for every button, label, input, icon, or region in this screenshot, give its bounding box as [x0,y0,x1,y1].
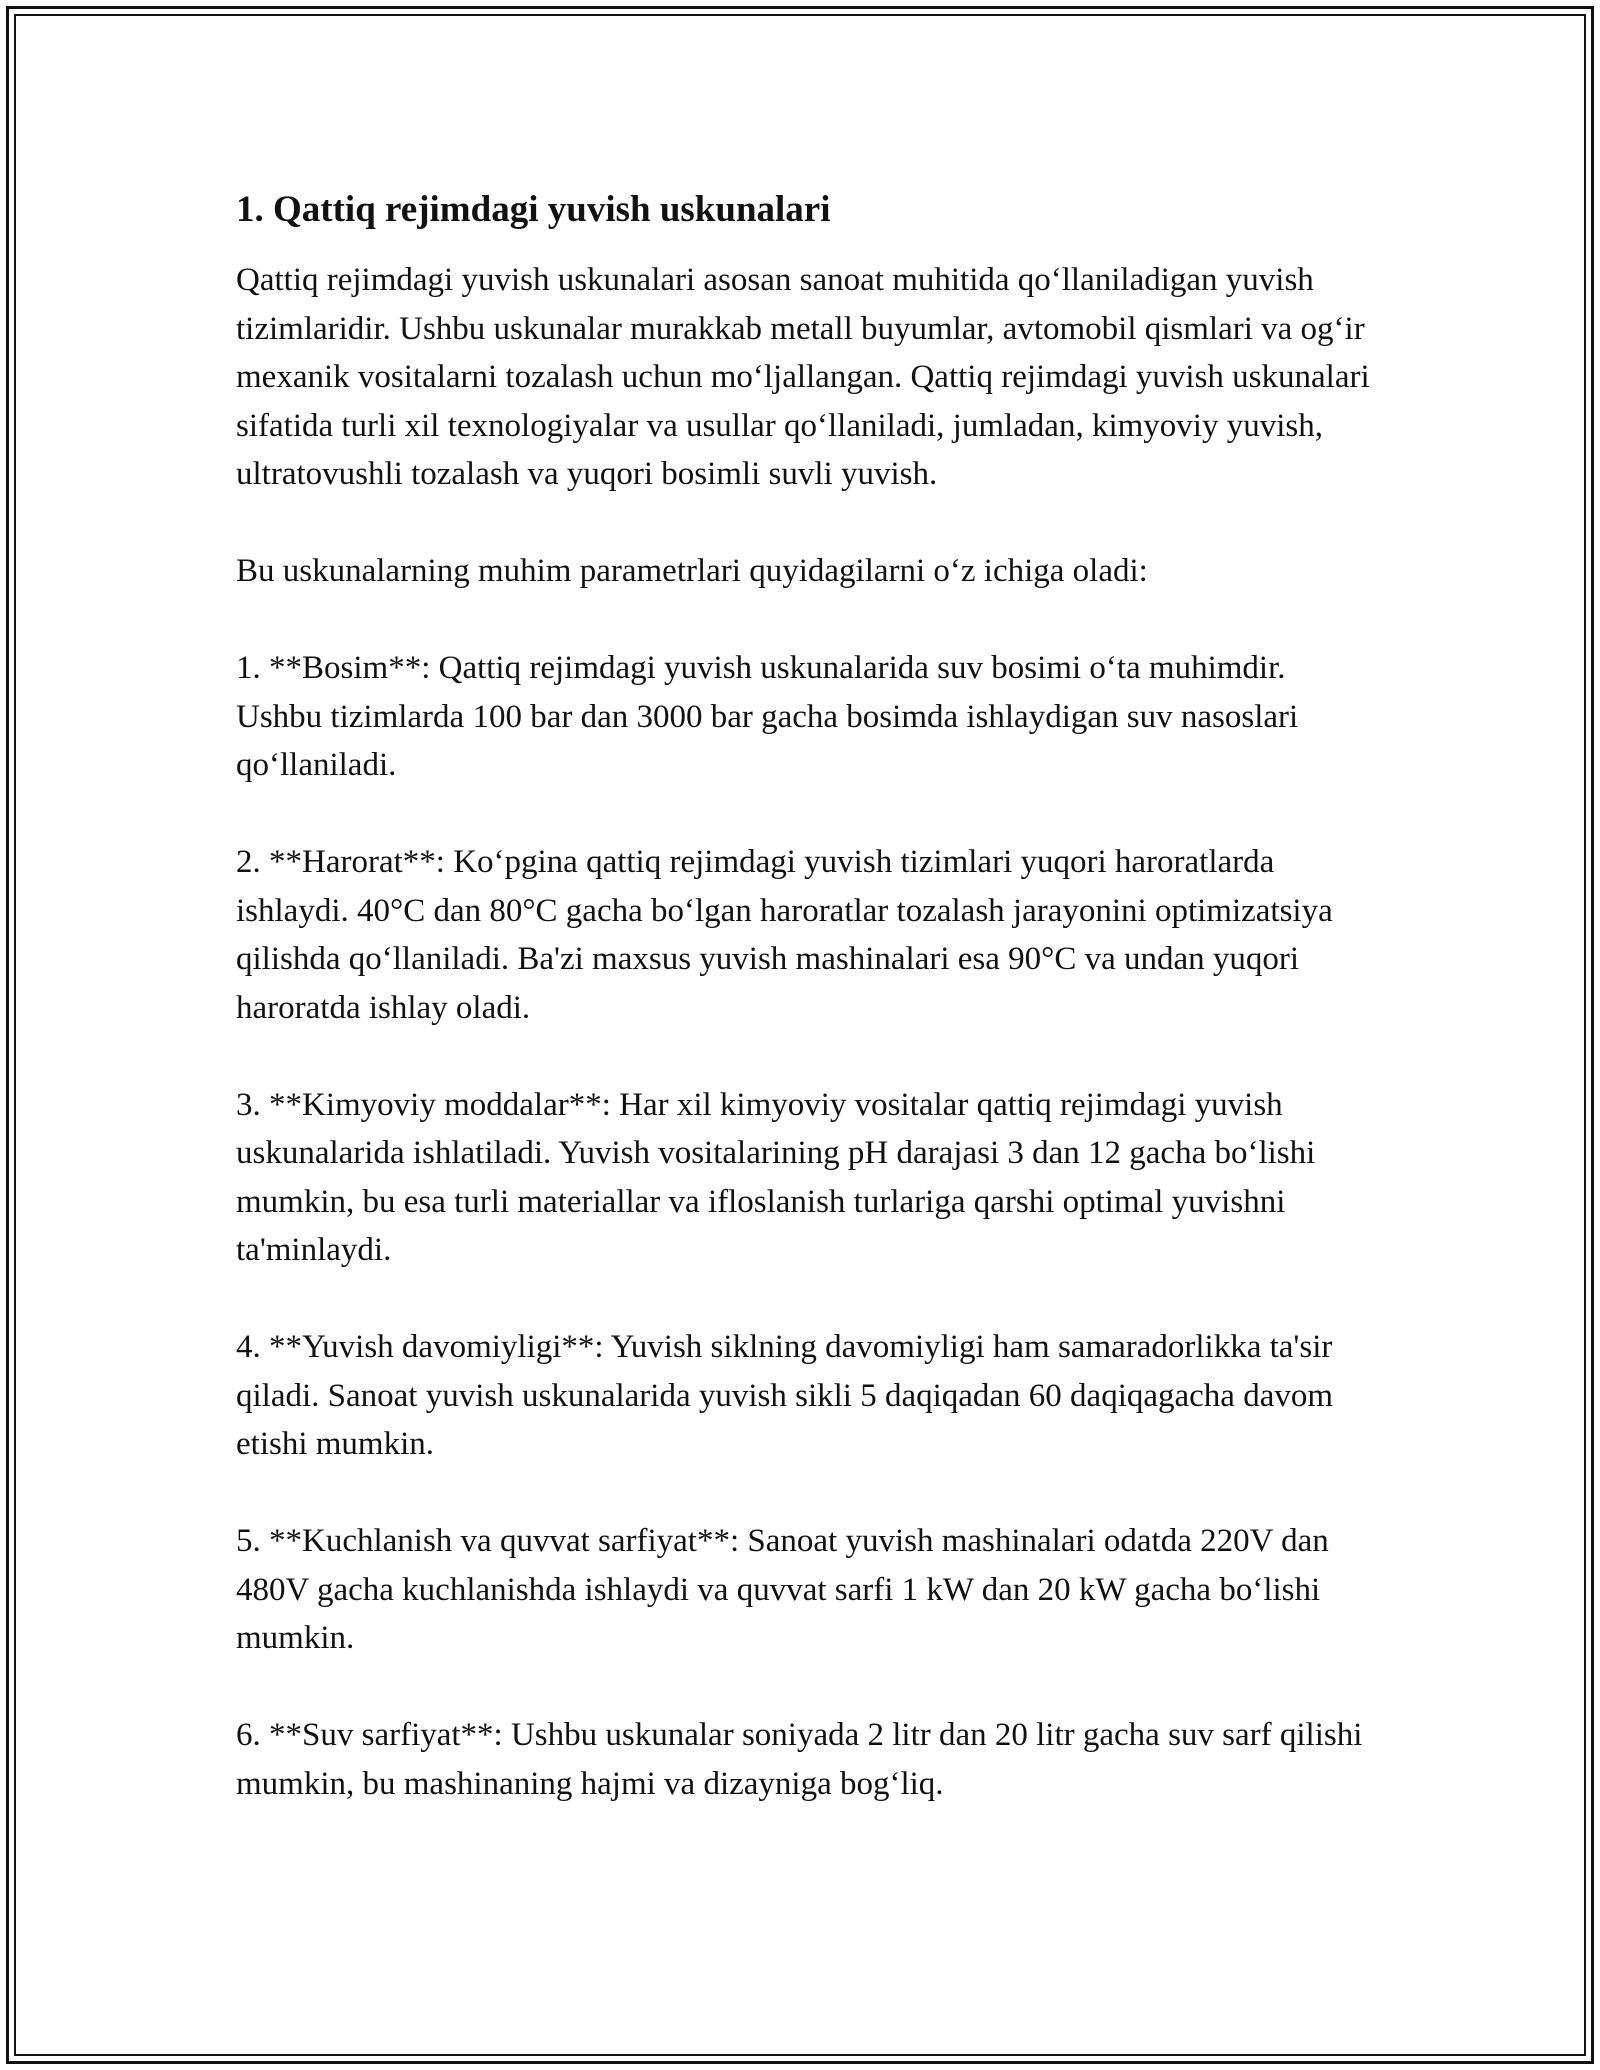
intro-paragraph: Qattiq rejimdagi yuvish uskunalari asosan sanoat muhitida qo‘llaniladigan yuvish tizimlaridir. Ushbu uskunalar murakkab metall buyumlar, avtomobil qismlari va og‘ir mexanik vositalarni tozalash uchun mo‘ljallangan. Qattiq rejimdagi yuvish uskunalari sifatida turli xil texnologiyalar va usullar qo‘llaniladi, jumladan, kimyoviy yuvish, ultratovushli tozalash va yuqori bosimli suvli yuvish. [236,262,1378,492]
section-heading: 1. Qattiq rejimdagi yuvish uskunalari [236,189,831,230]
list-item-harorat: 2. **Harorat**: Ko‘pgina qattiq rejimdagi yuvish tizimlari yuqori haroratlarda ishlaydi. 40°C dan 80°C gacha bo‘lgan haroratlar tozalash jarayonini optimizatsiya qilishda qo‘llaniladi. Ba'zi maxsus yuvish mashinalari esa 90°C va undan yuqori haroratda ishlay oladi. [236,844,1342,1026]
parameters-lead-paragraph: Bu uskunalarning muhim parametrlari quyidagilarni o‘z ichiga oladi: [236,553,1148,589]
document-body [236,186,1376,1857]
list-item-kimyoviy-moddalar: 3. **Kimyoviy moddalar**: Har xil kimyoviy vositalar qattiq rejimdagi yuvish uskunalarida ishlatiladi. Yuvish vositalarining pH darajasi 3 dan 12 gacha bo‘lishi mumkin, bu esa turli materiallar va ifloslanish turlariga qarshi optimal yuvishni ta'minlaydi. [236,1086,1324,1268]
list-item-yuvish-davomiyligi: 4. **Yuvish davomiyligi**: Yuvish siklning davomiyligi ham samaradorlikka ta'sir qiladi. Sanoat yuvish uskunalarida yuvish sikli 5 daqiqadan 60 daqiqagacha davom etishi mumkin. [236,1329,1342,1462]
list-item-bosim: 1. **Bosim**: Qattiq rejimdagi yuvish uskunalarida suv bosimi o‘ta muhimdir. Ushbu tizimlarda 100 bar dan 3000 bar gacha bosimda ishlaydigan suv nasoslari qo‘llaniladi. [236,650,1307,783]
list-item-kuchlanish: 5. **Kuchlanish va quvvat sarfiyat**: Sanoat yuvish mashinalari odatda 220V dan 480V gacha kuchlanishda ishlaydi va quvvat sarfi 1 kW dan 20 kW gacha bo‘lishi mumkin. [236,1523,1338,1656]
list-item-suv-sarfiyat: 6. **Suv sarfiyat**: Ushbu uskunalar soniyada 2 litr dan 20 litr gacha suv sarf qilishi mumkin, bu mashinaning hajmi va dizayniga bog‘liq. [236,1717,1371,1802]
